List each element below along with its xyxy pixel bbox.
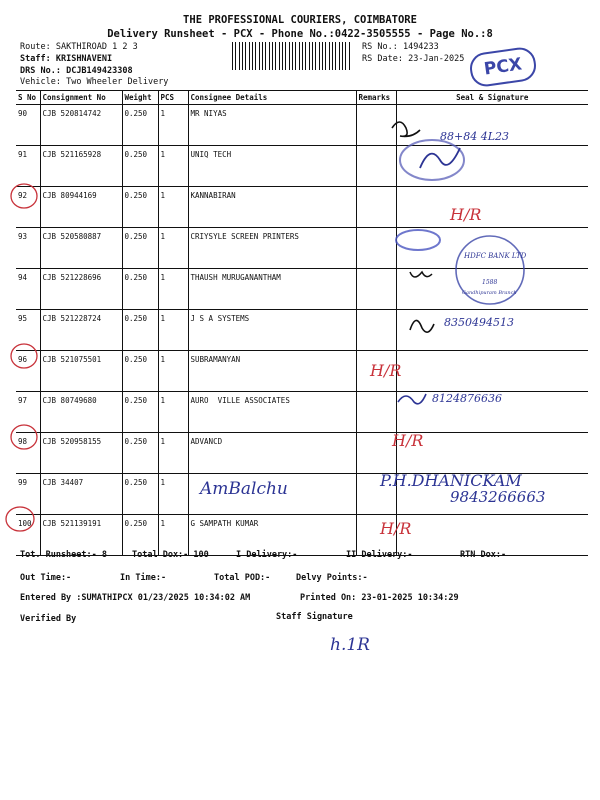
- cell-pcs: 1: [158, 474, 188, 515]
- cell-consignment: CJB 521228696: [40, 269, 122, 310]
- table-header-row: [16, 91, 588, 105]
- staff-signature-label: Staff Signature: [276, 612, 353, 622]
- vehicle-label: Vehicle:: [20, 77, 61, 87]
- barcode-bar: [285, 42, 286, 70]
- cell-consignment: CJB 80944169: [40, 187, 122, 228]
- cell-weight: 0.250: [122, 433, 158, 474]
- cell-sno: 98: [16, 433, 40, 474]
- cell-pcs: 1: [158, 310, 188, 351]
- cell-weight: 0.250: [122, 392, 158, 433]
- cell-pcs: 1: [158, 105, 188, 146]
- barcode-bar: [295, 42, 296, 70]
- entered-by: Entered By :SUMATHIPCX 01/23/2025 10:34:02 AM: [20, 593, 251, 603]
- company-title: THE PROFESSIONAL COURIERS, COIMBATORE: [183, 14, 417, 26]
- col-signature: Seal & Signature: [396, 91, 588, 105]
- barcode-bar: [249, 42, 250, 70]
- rs-no-value: 1494233: [402, 42, 439, 52]
- cell-consignment: CJB 521165928: [40, 146, 122, 187]
- cell-sno: 93: [16, 228, 40, 269]
- runsheet-subtitle: Delivery Runsheet - PCX - Phone No.:0422-3505555 - Page No.:8: [107, 28, 493, 40]
- cell-consignee: CRIYSYLE SCREEN PRINTERS: [188, 228, 356, 269]
- cell-consignee: [188, 474, 356, 515]
- cell-pcs: 1: [158, 515, 188, 556]
- barcode-bar: [325, 42, 326, 70]
- i-delivery: I Delivery:-: [236, 550, 298, 560]
- cell-consignment: CJB 520580887: [40, 228, 122, 269]
- barcode-bar: [255, 42, 256, 70]
- staff-sig: h.1R: [330, 635, 370, 655]
- route-line: [20, 42, 138, 52]
- cell-sno: 99: [16, 474, 40, 515]
- cell-remarks: [356, 228, 396, 269]
- barcode-bar: [315, 42, 316, 70]
- cell-sno: 97: [16, 392, 40, 433]
- table-row: [16, 187, 588, 228]
- bank-stamp-no: 1588: [482, 279, 498, 286]
- cell-consignment: CJB 521228724: [40, 310, 122, 351]
- barcode-bar: [345, 42, 346, 70]
- table-row: [16, 392, 588, 433]
- phone-99: 9843266663: [450, 488, 546, 506]
- col-weight: Weight: [122, 91, 158, 105]
- table-row: [16, 105, 588, 146]
- cell-consignment: CJB 34407: [40, 474, 122, 515]
- hr-98: H/R: [392, 431, 424, 450]
- table-row: [16, 433, 588, 474]
- total-pod: Total POD:-: [214, 573, 271, 583]
- delvy-points: Delvy Points:-: [296, 573, 368, 583]
- cell-weight: 0.250: [122, 146, 158, 187]
- barcode-bar: [299, 42, 300, 70]
- cell-remarks: [356, 433, 396, 474]
- cell-consignee: G SAMPATH KUMAR: [188, 515, 356, 556]
- out-time: Out Time:-: [20, 573, 72, 583]
- cell-remarks: [356, 146, 396, 187]
- cell-consignment: CJB 521075501: [40, 351, 122, 392]
- cell-sno: 96: [16, 351, 40, 392]
- in-time: In Time:-: [120, 573, 167, 583]
- rtn-dox: RTN Dox:-: [460, 550, 507, 560]
- barcode-bar: [265, 42, 266, 70]
- barcode-bar: [312, 42, 313, 70]
- cell-pcs: 1: [158, 187, 188, 228]
- ii-delivery: II Delivery:-: [346, 550, 413, 560]
- cell-consignee: KANNABIRAN: [188, 187, 356, 228]
- cell-remarks: [356, 310, 396, 351]
- cell-weight: 0.250: [122, 515, 158, 556]
- table-row: [16, 351, 588, 392]
- cell-pcs: 1: [158, 269, 188, 310]
- barcode-bar: [245, 42, 246, 70]
- barcode-bar: [305, 42, 306, 70]
- cell-pcs: 1: [158, 228, 188, 269]
- hr-96: H/R: [370, 361, 402, 380]
- barcode-bar: [302, 42, 303, 70]
- cell-remarks: [356, 474, 396, 515]
- cell-pcs: 1: [158, 433, 188, 474]
- barcode-bar: [275, 42, 276, 70]
- cell-weight: 0.250: [122, 187, 158, 228]
- staff-line: [20, 54, 112, 64]
- staff-label: Staff:: [20, 54, 51, 64]
- phone-97: 8124876636: [432, 392, 502, 405]
- cell-consignee: MR NIYAS: [188, 105, 356, 146]
- cell-remarks: [356, 187, 396, 228]
- cell-consignee: AURO VILLE ASSOCIATES: [188, 392, 356, 433]
- printed-on: Printed On: 23-01-2025 10:34:29: [300, 593, 459, 603]
- barcode-bar: [342, 42, 343, 70]
- name-99: AmBalchu: [200, 479, 288, 499]
- cell-consignee: UNIQ TECH: [188, 146, 356, 187]
- table-row: [16, 310, 588, 351]
- col-pcs: PCS: [158, 91, 188, 105]
- rs-no-label: RS No.:: [362, 42, 398, 52]
- barcode-bar: [329, 42, 330, 70]
- barcode-bar: [259, 42, 260, 70]
- cell-signature: [396, 146, 588, 187]
- phone-90: 88+84 4L23: [440, 130, 510, 143]
- cell-weight: 0.250: [122, 351, 158, 392]
- cell-consignment: CJB 521139191: [40, 515, 122, 556]
- table-row: [16, 269, 588, 310]
- cell-consignee: SUBRAMANYAN: [188, 351, 356, 392]
- tot-runsheet: Tot. Runsheet:- 8: [20, 550, 107, 560]
- drs-label: DRS No.:: [20, 66, 61, 76]
- rs-no-line: [362, 42, 439, 52]
- col-consignee: Consignee Details: [188, 91, 356, 105]
- col-sno: S No: [16, 91, 40, 105]
- cell-consignment: CJB 520958155: [40, 433, 122, 474]
- phone-95: 8350494513: [444, 316, 514, 329]
- cell-weight: 0.250: [122, 310, 158, 351]
- drs-value: DCJB149423308: [66, 66, 133, 76]
- cell-consignee: J S A SYSTEMS: [188, 310, 356, 351]
- rs-date-line: [362, 54, 464, 64]
- barcode-image: [232, 42, 354, 70]
- barcode-bar: [282, 42, 283, 70]
- staff-value: KRISHNAVENI: [55, 54, 113, 64]
- cell-signature: [396, 351, 588, 392]
- rs-date-label: RS Date:: [362, 54, 403, 64]
- route-label: Route:: [20, 42, 51, 52]
- barcode-bar: [289, 42, 290, 70]
- cell-consignee: THAUSH MURUGANANTHAM: [188, 269, 356, 310]
- barcode-bar: [332, 42, 333, 70]
- pcx-stamp: PCX: [468, 46, 538, 89]
- cell-sno: 94: [16, 269, 40, 310]
- cell-signature: [396, 187, 588, 228]
- cell-pcs: 1: [158, 351, 188, 392]
- barcode-bar: [319, 42, 320, 70]
- cell-sno: 91: [16, 146, 40, 187]
- barcode-bar: [279, 42, 280, 70]
- cell-pcs: 1: [158, 146, 188, 187]
- vehicle-line: [20, 77, 168, 87]
- hr-92: H/R: [450, 205, 482, 224]
- barcode-bar: [239, 42, 240, 70]
- cell-signature: [396, 474, 588, 515]
- name-99b: P.H.DHANICKAM: [380, 471, 522, 490]
- barcode-bar: [252, 42, 253, 70]
- rs-date-value: 23-Jan-2025: [408, 54, 465, 64]
- barcode-bar: [292, 42, 293, 70]
- cell-pcs: 1: [158, 392, 188, 433]
- barcode-bar: [235, 42, 236, 70]
- route-value: SAKTHIROAD 1 2 3: [55, 42, 138, 52]
- bank-stamp-text: HDFC BANK LTD: [464, 252, 527, 260]
- verified-by: Verified By: [20, 614, 77, 624]
- cell-weight: 0.250: [122, 269, 158, 310]
- cell-remarks: [356, 105, 396, 146]
- cell-sno: 100: [16, 515, 40, 556]
- cell-sno: 95: [16, 310, 40, 351]
- cell-signature: [396, 310, 588, 351]
- table-row: [16, 228, 588, 269]
- cell-weight: 0.250: [122, 228, 158, 269]
- cell-remarks: [356, 351, 396, 392]
- barcode-bar: [339, 42, 340, 70]
- cell-remarks: [356, 269, 396, 310]
- barcode-bar: [272, 42, 273, 70]
- cell-consignee: ADVANCD: [188, 433, 356, 474]
- cell-remarks: [356, 392, 396, 433]
- barcode-bar: [262, 42, 263, 70]
- hr-100: H/R: [380, 519, 412, 538]
- vehicle-value: Two Wheeler Delivery: [66, 77, 169, 87]
- table-row: [16, 474, 588, 515]
- cell-signature: [396, 433, 588, 474]
- cell-signature: [396, 228, 588, 269]
- cell-signature: [396, 105, 588, 146]
- total-dox: Total Dox:- 100: [132, 550, 209, 560]
- col-consignment: Consignment No: [40, 91, 122, 105]
- barcode-bar: [242, 42, 243, 70]
- barcode-bar: [269, 42, 270, 70]
- cell-sno: 90: [16, 105, 40, 146]
- bank-stamp-branch: Gandhipuram Branch: [462, 290, 517, 296]
- barcode-bar: [322, 42, 323, 70]
- cell-consignment: CJB 520814742: [40, 105, 122, 146]
- cell-signature: [396, 392, 588, 433]
- cell-weight: 0.250: [122, 105, 158, 146]
- barcode-bar: [232, 42, 233, 70]
- drs-line: [20, 66, 133, 76]
- cell-weight: 0.250: [122, 474, 158, 515]
- table-row: [16, 146, 588, 187]
- runsheet-table: [16, 90, 588, 556]
- barcode-bar: [335, 42, 336, 70]
- barcode-bar: [309, 42, 310, 70]
- col-remarks: Remarks: [356, 91, 396, 105]
- cell-sno: 92: [16, 187, 40, 228]
- barcode-bar: [349, 42, 350, 70]
- cell-signature: [396, 269, 588, 310]
- cell-consignment: CJB 80749680: [40, 392, 122, 433]
